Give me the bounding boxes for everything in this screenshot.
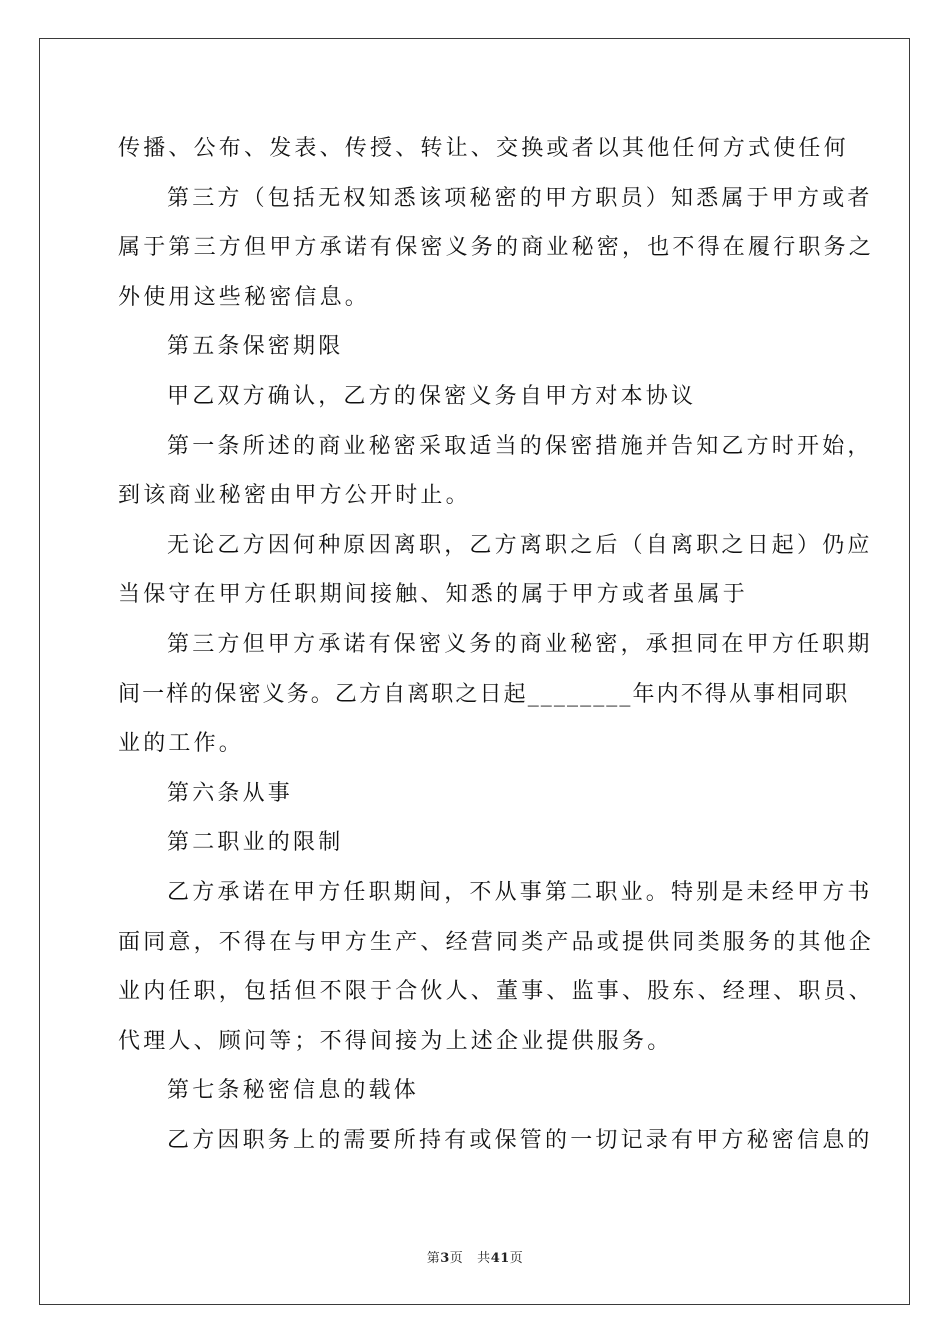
- text-line: 到该商业秘密由甲方公开时止。: [118, 483, 471, 509]
- document-body: [118, 124, 875, 1165]
- text-line: 业的工作。: [118, 731, 245, 757]
- total-page-count: 41: [490, 1251, 510, 1266]
- footer-page-suffix: 页: [449, 1251, 464, 1266]
- text-line: 第三方（包括无权知悉该项秘密的甲方职员）知悉属于甲方或者: [167, 185, 873, 211]
- text-line: 代理人、顾问等；不得间接为上述企业提供服务。: [118, 1028, 673, 1054]
- text-line: 外使用这些秘密信息。: [118, 284, 371, 310]
- page-footer: [0, 1247, 950, 1266]
- text-line: 业内任职，包括但不限于合伙人、董事、监事、股东、经理、职员、: [118, 979, 875, 1005]
- text-line: 面同意，不得在与甲方生产、经营同类产品或提供同类服务的其他企: [118, 929, 875, 955]
- section-heading: 第六条从事: [167, 780, 294, 806]
- current-page-number: 3: [440, 1251, 450, 1266]
- text-line: 第三方但甲方承诺有保密义务的商业秘密，承担同在甲方任职期: [167, 631, 873, 657]
- text-line: 当保守在甲方任职期间接触、知悉的属于甲方或者虽属于: [118, 582, 749, 608]
- section-heading: 第二职业的限制: [167, 830, 344, 856]
- text-line: 传播、公布、发表、传授、转让、交换或者以其他任何方式使任何: [118, 136, 849, 161]
- footer-total-prefix: 共: [477, 1251, 491, 1266]
- text-line: 甲乙双方确认，乙方的保密义务自甲方对本协议: [167, 383, 697, 409]
- text-line: 无论乙方因何种原因离职，乙方离职之后（自离职之日起）仍应: [167, 532, 873, 558]
- footer-total-suffix: 页: [509, 1251, 524, 1266]
- section-heading: 第七条秘密信息的载体: [167, 1078, 420, 1104]
- footer-prefix: 第: [426, 1251, 441, 1266]
- section-heading: 第五条保密期限: [167, 334, 344, 360]
- text-line: 乙方因职务上的需要所持有或保管的一切记录有甲方秘密信息的: [167, 1127, 873, 1153]
- text-line: 间一样的保密义务。乙方自离职之日起________年内不得从事相同职: [118, 681, 850, 707]
- text-line: 乙方承诺在甲方任职期间，不从事第二职业。特别是未经甲方书: [167, 879, 873, 905]
- text-line: 第一条所述的商业秘密采取适当的保密措施并告知乙方时开始，: [167, 433, 873, 459]
- text-line: 属于第三方但甲方承诺有保密义务的商业秘密，也不得在履行职务之: [118, 235, 875, 261]
